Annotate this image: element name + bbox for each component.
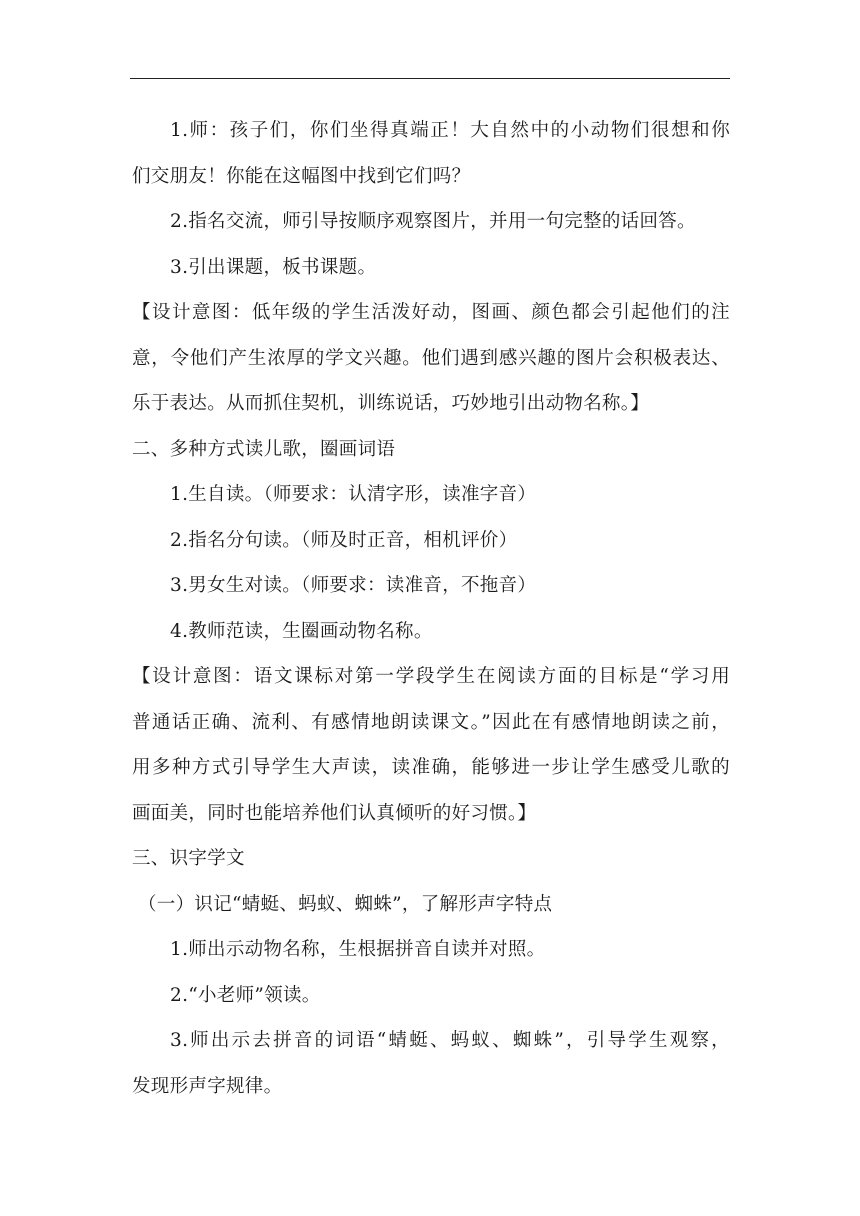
text-line: 三、识字学文	[132, 848, 245, 869]
text-line: 们交朋友！你能在这幅图中找到它们吗？	[132, 165, 471, 187]
text-line: 2.“小老师”领读。	[170, 984, 321, 1006]
text-line: 3.引出课题，板书课题。	[170, 256, 377, 278]
text-line: 3.男女生对读。（师要求：读准音，不拖音）	[170, 575, 537, 596]
text-line: 普通话正确、流利、有感情地朗读课文。”因此在有感情地朗读之前，	[132, 711, 730, 733]
text-line: 3.师出示去拼音的词语“蜻蜓、蚂蚁、蜘蛛”，引导学生观察，	[170, 1030, 730, 1051]
text-line: 画面美，同时也能培养他们认真倾听的好习惯。】	[132, 802, 537, 824]
text-line: 【设计意图：语文课标对第一学段学生在阅读方面的目标是“学习用	[132, 666, 730, 687]
text-line: 4.教师范读，生圈画动物名称。	[170, 620, 433, 642]
text-line: 1.师出示动物名称，生根据拼音自读并对照。	[170, 939, 546, 960]
text-line: 用多种方式引导学生大声读，读准确，能够进一步让学生感受儿歌的	[132, 757, 730, 778]
text-line: 发现形声字规律。	[132, 1075, 283, 1097]
text-line: （一）识记“蜻蜓、蚂蚁、蜘蛛”，了解形声字特点	[138, 893, 553, 915]
text-line: 【设计意图：低年级的学生活泼好动，图画、颜色都会引起他们的注	[132, 302, 730, 323]
text-line: 2.指名交流，师引导按顺序观察图片，并用一句完整的话回答。	[170, 211, 696, 232]
text-line: 二、多种方式读儿歌，圈画词语	[132, 438, 396, 460]
text-line: 乐于表达。从而抓住契机，训练说话，巧妙地引出动物名称。】	[132, 393, 650, 414]
document-body	[132, 108, 730, 1109]
text-line: 1.生自读。（师要求：认清字形，读准字音）	[170, 484, 537, 505]
text-line: 1.师：孩子们，你们坐得真端正！大自然中的小动物们很想和你	[170, 120, 730, 141]
header-rule	[130, 78, 730, 79]
text-line: 2.指名分句读。（师及时正音，相机评价）	[170, 529, 518, 551]
text-line: 意，令他们产生浓厚的学文兴趣。他们遇到感兴趣的图片会积极表达、	[132, 347, 730, 369]
